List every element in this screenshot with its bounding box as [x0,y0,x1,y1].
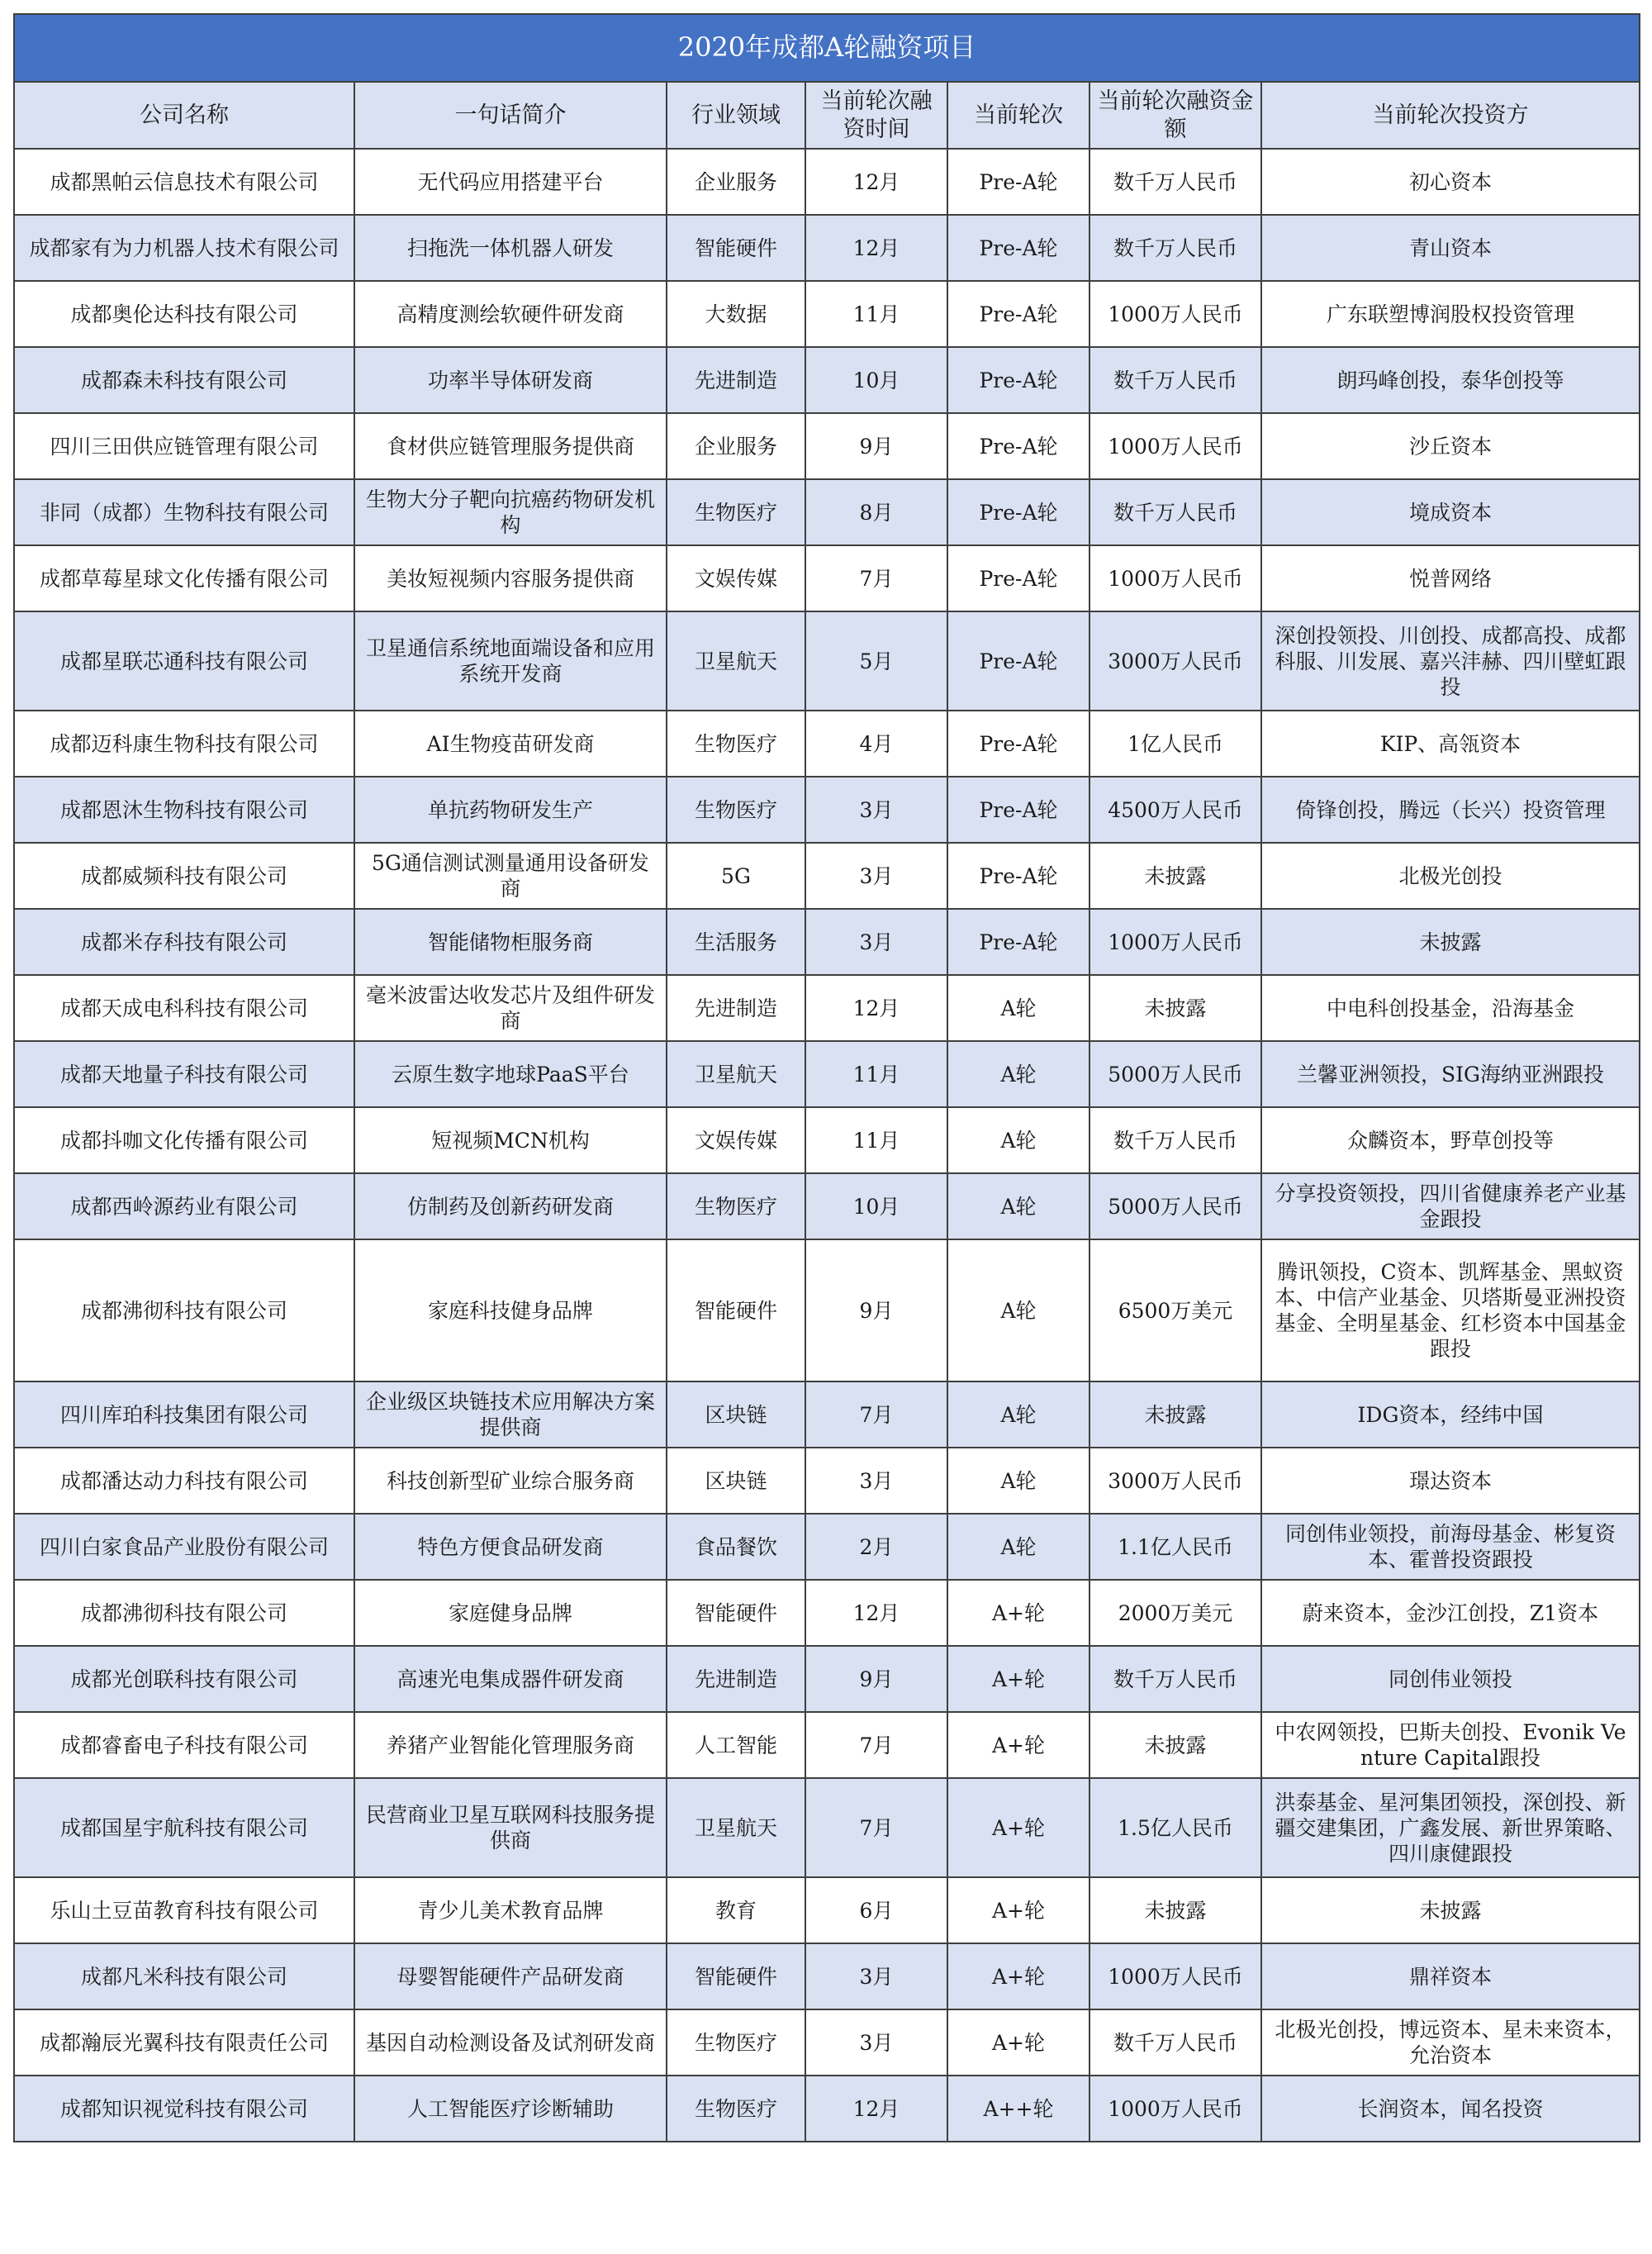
industry-cell: 企业服务 [667,413,805,479]
investors-cell: 同创伟业领投 [1261,1646,1640,1712]
company-name-cell: 成都天成电科科技有限公司 [14,975,354,1041]
round-cell: Pre-A轮 [947,545,1089,611]
industry-cell: 大数据 [667,281,805,347]
column-header-company: 公司名称 [14,82,354,149]
round-cell: A+轮 [947,1778,1089,1877]
summary-cell: 基因自动检测设备及试剂研发商 [354,2009,667,2076]
investors-cell: IDG资本，经纬中国 [1261,1381,1640,1448]
funding-time-cell: 7月 [805,1381,947,1448]
table-row [14,1943,1640,2009]
amount-cell: 5000万人民币 [1089,1041,1261,1107]
summary-cell: 青少儿美术教育品牌 [354,1877,667,1943]
investors-cell: 未披露 [1261,909,1640,975]
round-cell: A++轮 [947,2076,1089,2142]
industry-cell: 先进制造 [667,347,805,413]
summary-cell: 民营商业卫星互联网科技服务提供商 [354,1778,667,1877]
summary-cell: 食材供应链管理服务提供商 [354,413,667,479]
summary-cell: 高精度测绘软硬件研发商 [354,281,667,347]
investors-cell: 腾讯领投，C资本、凯辉基金、黑蚁资本、中信产业基金、贝塔斯曼亚洲投资基金、全明星基金、红杉资本中国基金跟投 [1261,1239,1640,1381]
summary-cell: 养猪产业智能化管理服务商 [354,1712,667,1778]
investors-cell: 北极光创投，博远资本、星未来资本，允治资本 [1261,2009,1640,2076]
table-row [14,1239,1640,1381]
investors-cell: 悦普网络 [1261,545,1640,611]
industry-cell: 卫星航天 [667,1041,805,1107]
column-header-funding-time: 当前轮次融资时间 [805,82,947,149]
round-cell: Pre-A轮 [947,909,1089,975]
industry-cell: 生物医疗 [667,711,805,777]
round-cell: A+轮 [947,2009,1089,2076]
company-name-cell: 非同（成都）生物科技有限公司 [14,479,354,545]
industry-cell: 生物医疗 [667,777,805,843]
amount-cell: 3000万人民币 [1089,1448,1261,1514]
industry-cell: 生物医疗 [667,2009,805,2076]
summary-cell: 企业级区块链技术应用解决方案提供商 [354,1381,667,1448]
round-cell: Pre-A轮 [947,347,1089,413]
company-name-cell: 成都瀚辰光翼科技有限责任公司 [14,2009,354,2076]
table-row [14,909,1640,975]
column-header-summary: 一句话简介 [354,82,667,149]
summary-cell: 无代码应用搭建平台 [354,149,667,215]
table-row [14,777,1640,843]
industry-cell: 教育 [667,1877,805,1943]
table-row [14,545,1640,611]
company-name-cell: 成都国星宇航科技有限公司 [14,1778,354,1877]
table-row [14,843,1640,909]
investors-cell: 初心资本 [1261,149,1640,215]
amount-cell: 数千万人民币 [1089,149,1261,215]
table-row [14,1580,1640,1646]
table-row [14,1712,1640,1778]
funding-time-cell: 7月 [805,1712,947,1778]
table-row [14,1041,1640,1107]
investors-cell: 长润资本，闻名投资 [1261,2076,1640,2142]
funding-time-cell: 12月 [805,2076,947,2142]
funding-time-cell: 3月 [805,909,947,975]
round-cell: A轮 [947,1381,1089,1448]
round-cell: Pre-A轮 [947,281,1089,347]
investors-cell: 未披露 [1261,1877,1640,1943]
summary-cell: 仿制药及创新药研发商 [354,1173,667,1239]
summary-cell: 高速光电集成器件研发商 [354,1646,667,1712]
summary-cell: 毫米波雷达收发芯片及组件研发商 [354,975,667,1041]
table-row [14,347,1640,413]
column-header-industry: 行业领域 [667,82,805,149]
company-name-cell: 成都知识视觉科技有限公司 [14,2076,354,2142]
funding-time-cell: 10月 [805,347,947,413]
investors-cell: 境成资本 [1261,479,1640,545]
company-name-cell: 成都星联芯通科技有限公司 [14,611,354,711]
funding-time-cell: 12月 [805,1580,947,1646]
table-row [14,281,1640,347]
industry-cell: 智能硬件 [667,1580,805,1646]
round-cell: A轮 [947,1514,1089,1580]
industry-cell: 先进制造 [667,1646,805,1712]
amount-cell: 2000万美元 [1089,1580,1261,1646]
funding-time-cell: 3月 [805,2009,947,2076]
industry-cell: 生活服务 [667,909,805,975]
funding-time-cell: 12月 [805,215,947,281]
investors-cell: 蔚来资本，金沙江创投，Z1资本 [1261,1580,1640,1646]
amount-cell: 数千万人民币 [1089,1646,1261,1712]
round-cell: Pre-A轮 [947,149,1089,215]
amount-cell: 1000万人民币 [1089,1943,1261,2009]
summary-cell: 单抗药物研发生产 [354,777,667,843]
investors-cell: 倚锋创投，腾远（长兴）投资管理 [1261,777,1640,843]
investors-cell: 深创投领投、川创投、成都高投、成都科服、川发展、嘉兴沣赫、四川壁虹跟投 [1261,611,1640,711]
amount-cell: 6500万美元 [1089,1239,1261,1381]
industry-cell: 区块链 [667,1381,805,1448]
round-cell: A+轮 [947,1877,1089,1943]
company-name-cell: 成都奥伦达科技有限公司 [14,281,354,347]
company-name-cell: 四川白家食品产业股份有限公司 [14,1514,354,1580]
investors-cell: 鼎祥资本 [1261,1943,1640,2009]
company-name-cell: 成都黑帕云信息技术有限公司 [14,149,354,215]
summary-cell: 美妆短视频内容服务提供商 [354,545,667,611]
round-cell: A轮 [947,1448,1089,1514]
investors-cell: 沙丘资本 [1261,413,1640,479]
company-name-cell: 成都森未科技有限公司 [14,347,354,413]
summary-cell: 智能储物柜服务商 [354,909,667,975]
round-cell: Pre-A轮 [947,777,1089,843]
table-row [14,975,1640,1041]
summary-cell: 生物大分子靶向抗癌药物研发机构 [354,479,667,545]
round-cell: Pre-A轮 [947,479,1089,545]
summary-cell: 卫星通信系统地面端设备和应用系统开发商 [354,611,667,711]
industry-cell: 卫星航天 [667,611,805,711]
amount-cell: 1.1亿人民币 [1089,1514,1261,1580]
company-name-cell: 成都威频科技有限公司 [14,843,354,909]
amount-cell: 4500万人民币 [1089,777,1261,843]
amount-cell: 1亿人民币 [1089,711,1261,777]
table-title: 2020年成都A轮融资项目 [14,14,1640,82]
round-cell: Pre-A轮 [947,413,1089,479]
amount-cell: 1000万人民币 [1089,909,1261,975]
table-row [14,611,1640,711]
investors-cell: 朗玛峰创投，泰华创投等 [1261,347,1640,413]
table-row [14,1877,1640,1943]
amount-cell: 未披露 [1089,1381,1261,1448]
industry-cell: 先进制造 [667,975,805,1041]
industry-cell: 生物医疗 [667,479,805,545]
investors-cell: 分享投资领投，四川省健康养老产业基金跟投 [1261,1173,1640,1239]
amount-cell: 数千万人民币 [1089,2009,1261,2076]
industry-cell: 卫星航天 [667,1778,805,1877]
industry-cell: 文娱传媒 [667,1107,805,1173]
investors-cell: 广东联塑博润股权投资管理 [1261,281,1640,347]
funding-time-cell: 10月 [805,1173,947,1239]
company-name-cell: 成都沸彻科技有限公司 [14,1239,354,1381]
investors-cell: 众麟资本，野草创投等 [1261,1107,1640,1173]
investors-cell: 同创伟业领投，前海母基金、彬复资本、霍普投资跟投 [1261,1514,1640,1580]
column-header-amount: 当前轮次融资金额 [1089,82,1261,149]
amount-cell: 数千万人民币 [1089,347,1261,413]
summary-cell: 特色方便食品研发商 [354,1514,667,1580]
table-row [14,1778,1640,1877]
industry-cell: 5G [667,843,805,909]
company-name-cell: 成都天地量子科技有限公司 [14,1041,354,1107]
industry-cell: 生物医疗 [667,1173,805,1239]
amount-cell: 1000万人民币 [1089,281,1261,347]
funding-time-cell: 9月 [805,1646,947,1712]
table-row [14,149,1640,215]
amount-cell: 未披露 [1089,843,1261,909]
company-name-cell: 成都睿畜电子科技有限公司 [14,1712,354,1778]
funding-time-cell: 12月 [805,149,947,215]
table-row [14,1173,1640,1239]
company-name-cell: 成都西岭源药业有限公司 [14,1173,354,1239]
company-name-cell: 成都潘达动力科技有限公司 [14,1448,354,1514]
funding-time-cell: 7月 [805,1778,947,1877]
table-row [14,479,1640,545]
summary-cell: 家庭健身品牌 [354,1580,667,1646]
amount-cell: 未披露 [1089,975,1261,1041]
funding-time-cell: 3月 [805,1448,947,1514]
amount-cell: 数千万人民币 [1089,479,1261,545]
summary-cell: 短视频MCN机构 [354,1107,667,1173]
company-name-cell: 成都光创联科技有限公司 [14,1646,354,1712]
company-name-cell: 成都凡米科技有限公司 [14,1943,354,2009]
industry-cell: 智能硬件 [667,1943,805,2009]
funding-time-cell: 9月 [805,413,947,479]
round-cell: A轮 [947,1107,1089,1173]
funding-time-cell: 11月 [805,1107,947,1173]
investors-cell: 中电科创投基金，沿海基金 [1261,975,1640,1041]
table-row [14,1448,1640,1514]
investors-cell: 兰馨亚洲领投，SIG海纳亚洲跟投 [1261,1041,1640,1107]
funding-time-cell: 11月 [805,1041,947,1107]
industry-cell: 智能硬件 [667,1239,805,1381]
table-row [14,413,1640,479]
table-body [14,82,1640,2142]
industry-cell: 生物医疗 [667,2076,805,2142]
industry-cell: 文娱传媒 [667,545,805,611]
table-row [14,215,1640,281]
company-name-cell: 成都家有为力机器人技术有限公司 [14,215,354,281]
company-name-cell: 成都米存科技有限公司 [14,909,354,975]
column-header-investors: 当前轮次投资方 [1261,82,1640,149]
industry-cell: 企业服务 [667,149,805,215]
funding-table [13,13,1640,2142]
table-row [14,1646,1640,1712]
company-name-cell: 成都迈科康生物科技有限公司 [14,711,354,777]
funding-table-container [13,13,1639,2142]
amount-cell: 未披露 [1089,1877,1261,1943]
funding-time-cell: 8月 [805,479,947,545]
summary-cell: 人工智能医疗诊断辅助 [354,2076,667,2142]
table-row [14,1381,1640,1448]
round-cell: A轮 [947,1041,1089,1107]
amount-cell: 5000万人民币 [1089,1173,1261,1239]
investors-cell: 中农网领投，巴斯夫创投、Evonik Venture Capital跟投 [1261,1712,1640,1778]
round-cell: Pre-A轮 [947,215,1089,281]
round-cell: Pre-A轮 [947,843,1089,909]
amount-cell: 未披露 [1089,1712,1261,1778]
company-name-cell: 乐山土豆苗教育科技有限公司 [14,1877,354,1943]
table-row [14,2009,1640,2076]
company-name-cell: 四川库珀科技集团有限公司 [14,1381,354,1448]
industry-cell: 食品餐饮 [667,1514,805,1580]
investors-cell: 洪泰基金、星河集团领投，深创投、新疆交建集团，广鑫发展、新世界策略、四川康健跟投 [1261,1778,1640,1877]
funding-time-cell: 12月 [805,975,947,1041]
investors-cell: 璟达资本 [1261,1448,1640,1514]
summary-cell: 家庭科技健身品牌 [354,1239,667,1381]
investors-cell: 青山资本 [1261,215,1640,281]
summary-cell: 功率半导体研发商 [354,347,667,413]
amount-cell: 数千万人民币 [1089,215,1261,281]
summary-cell: 5G通信测试测量通用设备研发商 [354,843,667,909]
summary-cell: 扫拖洗一体机器人研发 [354,215,667,281]
summary-cell: 科技创新型矿业综合服务商 [354,1448,667,1514]
funding-time-cell: 9月 [805,1239,947,1381]
round-cell: A+轮 [947,1943,1089,2009]
column-header-round: 当前轮次 [947,82,1089,149]
header-row [14,82,1640,149]
industry-cell: 智能硬件 [667,215,805,281]
summary-cell: 云原生数字地球PaaS平台 [354,1041,667,1107]
company-name-cell: 成都草莓星球文化传播有限公司 [14,545,354,611]
funding-time-cell: 11月 [805,281,947,347]
amount-cell: 1000万人民币 [1089,413,1261,479]
funding-time-cell: 3月 [805,777,947,843]
industry-cell: 区块链 [667,1448,805,1514]
round-cell: A轮 [947,1173,1089,1239]
table-row [14,1514,1640,1580]
funding-time-cell: 6月 [805,1877,947,1943]
industry-cell: 人工智能 [667,1712,805,1778]
funding-time-cell: 3月 [805,1943,947,2009]
round-cell: Pre-A轮 [947,611,1089,711]
round-cell: A+轮 [947,1712,1089,1778]
amount-cell: 1.5亿人民币 [1089,1778,1261,1877]
round-cell: A+轮 [947,1646,1089,1712]
funding-time-cell: 5月 [805,611,947,711]
round-cell: A轮 [947,975,1089,1041]
funding-time-cell: 7月 [805,545,947,611]
round-cell: A轮 [947,1239,1089,1381]
amount-cell: 3000万人民币 [1089,611,1261,711]
funding-time-cell: 2月 [805,1514,947,1580]
table-row [14,1107,1640,1173]
round-cell: A+轮 [947,1580,1089,1646]
investors-cell: 北极光创投 [1261,843,1640,909]
company-name-cell: 成都沸彻科技有限公司 [14,1580,354,1646]
round-cell: Pre-A轮 [947,711,1089,777]
company-name-cell: 成都抖咖文化传播有限公司 [14,1107,354,1173]
summary-cell: 母婴智能硬件产品研发商 [354,1943,667,2009]
amount-cell: 1000万人民币 [1089,2076,1261,2142]
funding-time-cell: 4月 [805,711,947,777]
investors-cell: KIP、高瓴资本 [1261,711,1640,777]
amount-cell: 数千万人民币 [1089,1107,1261,1173]
table-row [14,711,1640,777]
amount-cell: 1000万人民币 [1089,545,1261,611]
funding-time-cell: 3月 [805,843,947,909]
company-name-cell: 成都恩沐生物科技有限公司 [14,777,354,843]
summary-cell: AI生物疫苗研发商 [354,711,667,777]
table-row [14,2076,1640,2142]
company-name-cell: 四川三田供应链管理有限公司 [14,413,354,479]
